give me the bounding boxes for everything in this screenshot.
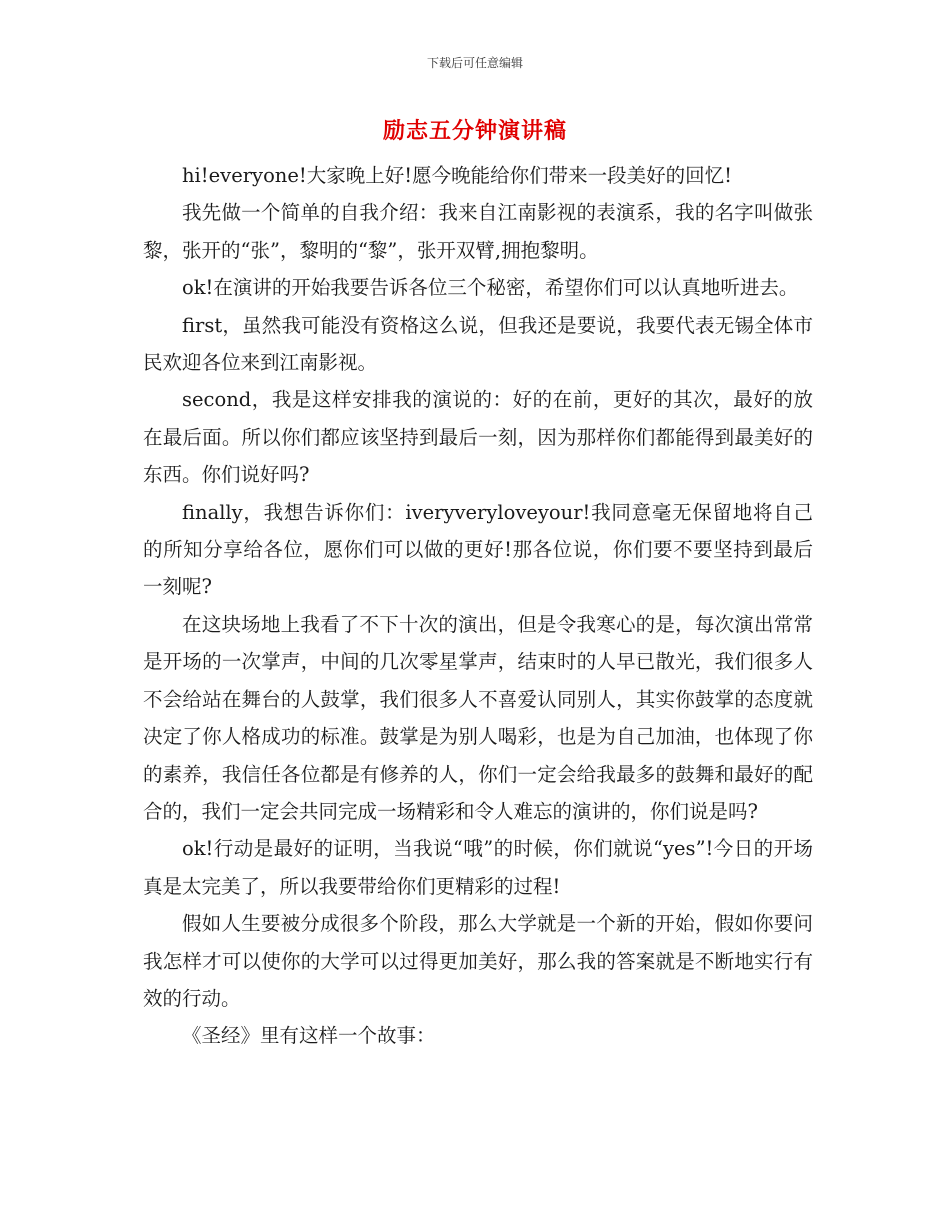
document-body (143, 157, 813, 1055)
paragraph: hi!everyone!大家晚上好!愿今晚能给你们带来一段美好的回忆! (182, 164, 732, 187)
paragraph: ok!行动是最好的证明，当我说“哦”的时候，你们就说“yes”!今日的开场真是太完美了，所以我要带给你们更精彩的过程! (143, 837, 813, 898)
paragraph: 在这块场地上我看了不下十次的演出，但是令我寒心的是，每次演出常常是开场的一次掌声，中间的几次零星掌声，结束时的人早已散光，我们很多人不会给站在舞台的人鼓掌，我们很多人不喜爱认同别人，其实你鼓掌的态度就决定了你人格成功的标准。鼓掌是为别人喝彩，也是为自己加油，也体现了你的素养，我信任各位都是有修养的人，你们一定会给我最多的鼓舞和最好的配合的，我们一定会共同完成一场精彩和令人难忘的演讲的，你们说是吗? (143, 612, 813, 823)
document-title: 励志五分钟演讲稿 (382, 119, 567, 144)
header-note: 下载后可任意编辑 (426, 56, 523, 70)
paragraph: 我先做一个简单的自我介绍：我来自江南影视的表演系，我的名字叫做张黎，张开的“张”，黎明的“黎”，张开双臂,拥抱黎明。 (143, 201, 813, 262)
paragraph: first，虽然我可能没有资格这么说，但我还是要说，我要代表无锡全体市民欢迎各位来到江南影视。 (143, 313, 813, 375)
paragraph: second，我是这样安排我的演说的：好的在前，更好的其次，最好的放在最后面。所以你们都应该坚持到最后一刻，因为那样你们都能得到最美好的东西。你们说好吗? (143, 388, 813, 487)
paragraph: 《圣经》里有这样一个故事： (182, 1024, 436, 1048)
paragraph: finally，我想告诉你们：iveryveryloveyour!我同意毫无保留地将自己的所知分享给各位，愿你们可以做的更好!那各位说，你们要不要坚持到最后一刻呢? (143, 500, 813, 599)
paragraph: ok!在演讲的开始我要告诉各位三个秘密，希望你们可以认真地听进去。 (182, 276, 799, 300)
paragraph: 假如人生要被分成很多个阶段，那么大学就是一个新的开始，假如你要问我怎样才可以使你的大学可以过得更加美好，那么我的答案就是不断地实行有效的行动。 (143, 912, 813, 1010)
